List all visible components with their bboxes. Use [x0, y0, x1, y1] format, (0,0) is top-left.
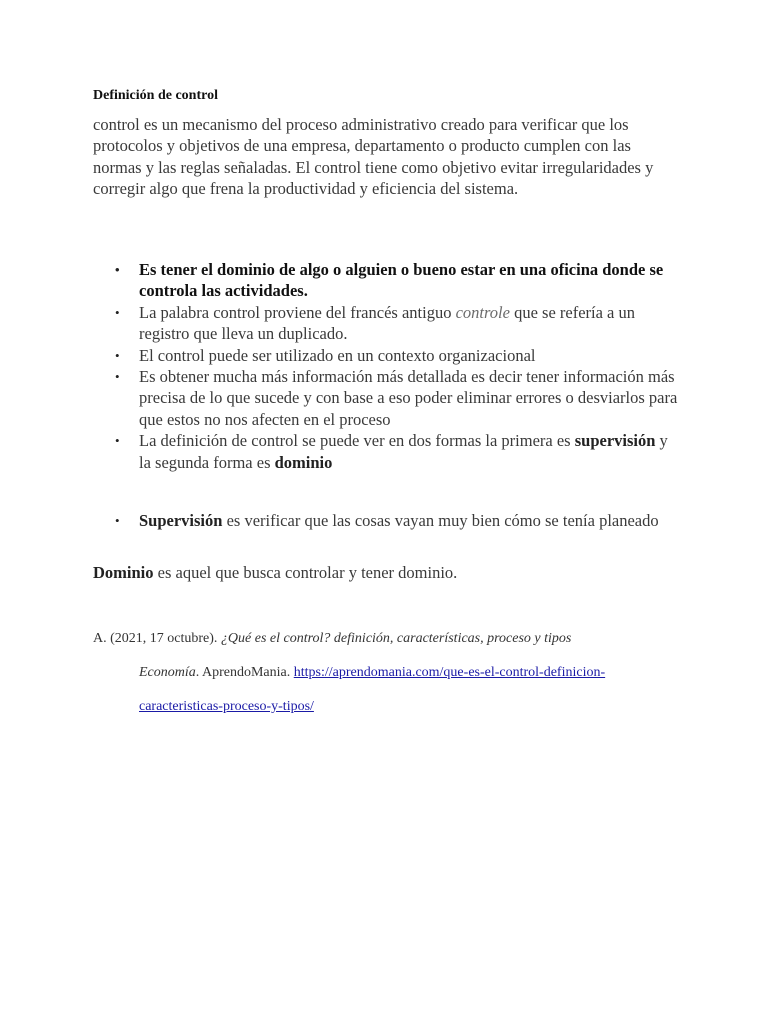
bullet-dot-icon: •	[115, 433, 120, 449]
bullet-text: Es obtener mucha más información más detallada es decir tener información más precisa de lo que sucede y con base a eso poder eliminar errores o desviarlos para que estos no nos afecten en el proceso	[139, 367, 678, 429]
reference-line-3	[93, 690, 693, 724]
reference-citation	[93, 622, 693, 724]
bullet-dot-icon: •	[115, 262, 120, 277]
reference-line-2	[93, 656, 693, 690]
dominio-text: es aquel que busca controlar y tener dominio.	[153, 563, 458, 582]
bullet-text: El control puede ser utilizado en un contexto organizacional	[139, 345, 536, 365]
bullet-item-5	[93, 430, 683, 473]
reference-url-link[interactable]: https://aprendomania.com/que-es-el-control-definicion-	[293, 665, 606, 680]
dominio-paragraph	[93, 562, 683, 583]
definition-bullet-list	[93, 259, 683, 473]
bullet-dot-icon: •	[115, 369, 120, 385]
term-supervision: supervisión	[574, 431, 656, 451]
reference-title: ¿Qué es el control? definición, características, proceso y tipos	[220, 631, 572, 646]
bullet-dot-icon: •	[115, 513, 120, 528]
bullet-item-3	[93, 345, 683, 366]
intro-paragraph: control es un mecanismo del proceso administrativo creado para verificar que los protocolos y objetivos de una empresa, departamento o producto cumplen con las normas y las reglas señaladas. El control tiene como objetivo evitar irregularidades y corregir algo que frena la productividad y eficiencia del sistema.	[93, 115, 654, 199]
bullet-text: Es tener el dominio de algo o alguien o bueno estar en una oficina donde se controla las actividades.	[139, 260, 664, 301]
supervision-text: es verificar que las cosas vayan muy bien cómo se tenía planeado	[222, 511, 659, 530]
document-heading: Definición de control	[93, 88, 218, 103]
supervision-bullet-list	[93, 510, 683, 531]
dominio-term: Dominio	[93, 563, 154, 582]
reference-site-sep: . AprendoMania.	[195, 665, 294, 680]
term-controle: controle	[455, 302, 510, 322]
bullet-item-1	[93, 259, 683, 302]
term-dominio: dominio	[274, 452, 333, 472]
bullet-text-pre: La palabra control proviene del francés antiguo	[139, 302, 456, 322]
reference-site: Economía	[139, 665, 196, 680]
bullet-item-supervision	[93, 510, 683, 531]
bullet-text-mid: y la segunda forma es	[139, 431, 668, 472]
bullet-text-post: que se refería a un registro que lleva un duplicado.	[139, 302, 636, 344]
bullet-item-4	[93, 366, 683, 430]
bullet-text-pre: La definición de control se puede ver en dos formas la primera es	[139, 431, 575, 451]
supervision-term: Supervisión	[139, 511, 223, 530]
reference-url-link-cont[interactable]: caracteristicas-proceso-y-tipos/	[139, 699, 314, 714]
bullet-item-2	[93, 302, 683, 345]
bullet-dot-icon: •	[115, 347, 120, 363]
bullet-dot-icon: •	[115, 304, 120, 320]
reference-author-date: A. (2021, 17 octubre).	[93, 631, 221, 646]
